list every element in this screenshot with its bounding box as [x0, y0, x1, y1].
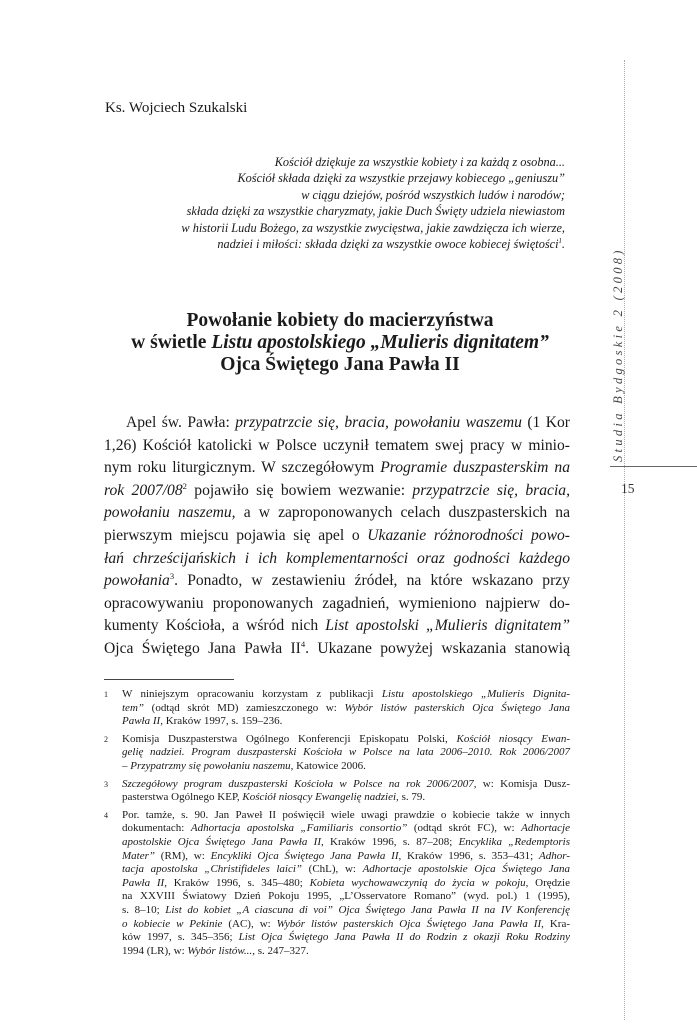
text-line: pierwszym miejscu pojawia się apel o Ukazanie różnorodności powo-	[104, 526, 570, 544]
text-line: kumenty Kościoła, a wśród nich List apostolski „Mulieris dignitatem”	[104, 617, 571, 635]
footnote-ref[interactable]: 2	[182, 480, 187, 491]
text-line: powołaniu naszemu, a w zaproponowanych celach duszpasterskich na	[104, 504, 570, 522]
footnote-ref[interactable]: 1	[558, 237, 562, 245]
journal-name: Studia Bydgoskie 2 (2008)	[611, 247, 625, 462]
margin-rule	[610, 466, 697, 467]
text-line: opracowywaniu proponowanych zagadnień, wymieniono najpierw do-	[104, 594, 570, 612]
footnote-ref[interactable]: 3	[169, 570, 175, 581]
page-number: 15	[621, 481, 635, 496]
epigraph	[95, 154, 565, 252]
epigraph-line: Kościół składa dzięki za wszystkie przejawy kobiecego „geniuszu”	[237, 171, 565, 186]
footnote-3: 3 Szczegółowy program duszpasterski Kościoła w Polsce na rok 2006/2007, w: Komisja Dusz- pasterstwa Ogólnego KEP, Kościół niosący Ewangelię nadziei, s. 79.	[104, 777, 571, 804]
footnote-number: 3	[104, 779, 108, 789]
text-line: nym roku liturgicznym. W szczegółowym Programie duszpasterskim na	[104, 459, 570, 477]
footnote-2: 2 Komisja Duszpasterstwa Ogólnego Konferencji Episkopatu Polski, Kościół niosący Ewan- gelię nadziei. Program duszpasterski Kościoła w Polsce na lata 2006–2010. Rok 2006/2007 – Przypatrzmy się powołaniu naszemu, Katowice 2006.	[104, 732, 570, 772]
title-line: Powołanie kobiety do macierzyństwa	[186, 310, 494, 331]
footnote-number: 1	[104, 690, 108, 699]
title-line: Ojca Świętego Jana Pawła II	[220, 354, 460, 375]
text-line: 1,26) Kościół katolicki w Polsce uczynił tematem swej pracy w minio-	[104, 436, 570, 454]
footnote-ref[interactable]: 4	[300, 638, 306, 649]
text-line: Ojca Świętego Jana Pawła $II^4$. Ukazane powyżej wskazania stanowią	[104, 638, 570, 657]
text-line: Apel św. Pawła: przypatrzcie się, bracia, powołaniu waszemu (1 Kor	[126, 414, 570, 431]
footnote-4: 4 Por. tamże, s. 90. Jan Paweł II poświęcił wiele uwagi prawdzie o kobiecie także w innych dokumentach: Adhortacja apostolska „Familiaris consortio” (odtąd skrót FC), w: Adhortacje apostolskie Ojca Świętego Jana Pawła II, Kraków 1996, s. 87–208; Encyklika „Redemptoris Mater” (RM), w: Encykliki Ojca Świętego Jana Pawła II, Kraków 1996, s. 353–431; Adhor- tacja apostolska „Christifideles laici” (ChL), w: Adhortacje apostolskie Ojca Świętego Jana Pawła II, Kraków 1996, s. 345–480; Kobieta wychowawczynią do życia w pokoju, Orędzie na XXVIII Światowy Dzień Pokoju 1995, „L’Osservatore Romano” (wyd. pol.) 1 (1995), s. 8–10; List do kobiet „A ciascuna di voi” Ojca Świętego Jana Pawła II na IV Konferencję o kobiecie w Pekinie (AC), w: Wybór listów pasterskich Ojca Świętego Jana Pawła II, Kra- ków 1997, s. 345–356; List Ojca Świętego Jana Pawła II do Rodzin z okazji Roku Rodziny 1994 (LR), w: Wybór listów..., s. 247–327.	[104, 808, 571, 957]
footnote-separator	[104, 679, 234, 680]
text-line: łań chrześcijańskich i ich komplementarności oraz godności każdego	[104, 549, 570, 567]
margin-dotted-line	[624, 60, 625, 1020]
footnote-number: 4	[104, 810, 108, 820]
author-name: Ks. Wojciech Szukalski	[105, 100, 248, 116]
article-title	[80, 310, 600, 376]
epigraph-line: składa dzięki za wszystkie charyzmaty, jakie Duch Święty udziela niewiastom	[186, 204, 565, 219]
footnote-number: 2	[104, 734, 108, 744]
body-paragraph	[104, 412, 570, 661]
epigraph-line: w ciągu dziejów, pośród wszystkich ludów i narodów;	[301, 187, 565, 202]
epigraph-line: w historii Ludu Bożego, za wszystkie zwycięstwa, jakie zawdzięcza ich wierze,	[181, 220, 565, 235]
epigraph-line: nadziei i miłości: składa dzięki za wszystkie owoce kobiecej świętości$^1$.	[217, 237, 565, 252]
footnote-1: 1 W niniejszym opracowaniu korzystam z publikacji Listu apostolskiego „Mulieris Dignita- tem” (odtąd skrót MD) zamieszczonego w: Wybór listów pasterskich Ojca Świętego Jana Pawła II, Kraków 1997, s. 159–236.	[104, 688, 570, 728]
text-line: rok $2007/08^2$ pojawiło się bowiem wezwanie: przypatrzcie się, bracia,	[104, 480, 570, 499]
title-line: w świetle Listu apostolskiego „Mulieris dignitatem”	[131, 332, 549, 353]
epigraph-line: Kościół dziękuje za wszystkie kobiety i za każdą z osobna...	[274, 155, 565, 169]
text-line: powołania$^3$. Ponadto, w zestawieniu źródeł, na które wskazano przy	[104, 570, 570, 590]
footnotes	[104, 688, 570, 962]
